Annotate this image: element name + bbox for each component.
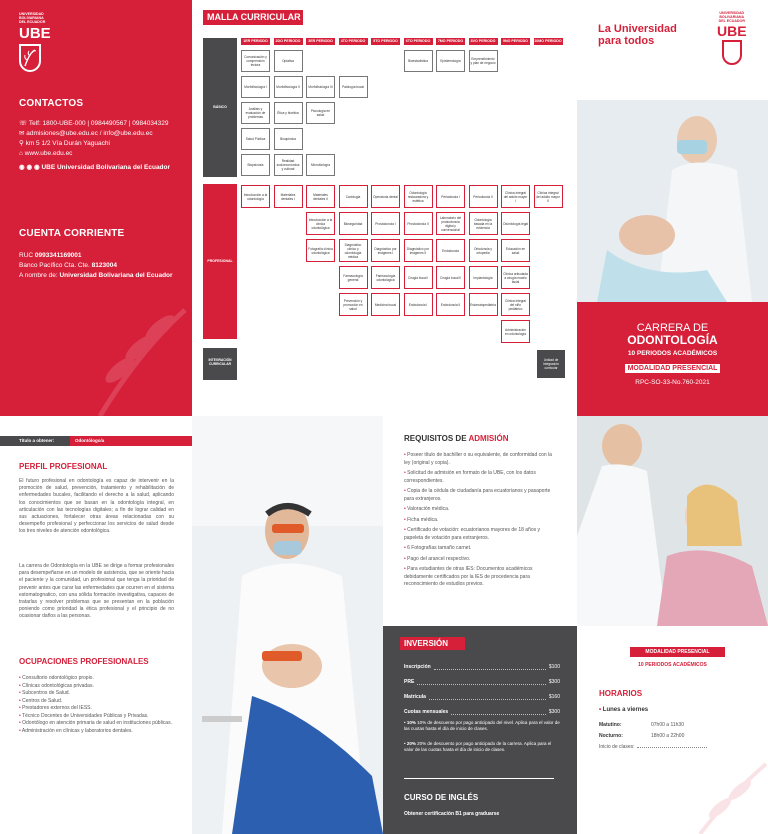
university-name: [19, 12, 51, 24]
schedule-row: [599, 731, 749, 742]
leader-dots: [417, 675, 546, 685]
shield-icon: [722, 40, 742, 65]
requirement-item: • Copia de la cédula de ciudadanía para ecuatorianos y pasaporte para extranjeros.: [404, 488, 551, 502]
subject-cell: Bioseguridad: [339, 212, 368, 235]
leaf-watermark: [690, 760, 768, 834]
schedule-days-text: Lunes a viernes: [602, 707, 649, 713]
investment-label: Cuotas mensuales: [404, 709, 449, 715]
contact-panel: [0, 0, 192, 416]
integration-unit-cell: Unidad de integración curricular: [537, 350, 565, 378]
subject-cell: Implantología: [469, 266, 498, 289]
contacts-title: CONTACTOS: [19, 98, 84, 109]
bank-account-value: 8123004: [91, 262, 117, 269]
period-header: 6TO PERIODO: [404, 38, 433, 45]
period-header: 2DO PERIODO: [274, 38, 303, 45]
requirements-list: [404, 452, 559, 592]
period-header: 3ER PERIODO: [306, 38, 335, 45]
contact-email[interactable]: admisiones@ube.edu.ec / info@ube.edu.ec: [26, 130, 153, 137]
profile-title: PERFIL PROFESIONAL: [19, 462, 108, 471]
subject-cell: Morfofisiología I: [241, 76, 270, 98]
occupations-list: [19, 675, 177, 735]
procedure-illustration: [192, 416, 383, 834]
child-illustration: [577, 416, 768, 626]
subject-cell: Ortodoncia y ortopedia: [469, 239, 498, 262]
slogan: [598, 23, 677, 47]
english-course-text: Obtener certificación B1 para graduarse: [404, 811, 500, 817]
schedule-value: 07h00 a 11h30: [651, 722, 684, 728]
requirement-item: • Pago del arancel respectivo.: [404, 555, 471, 562]
degree-value: Odontólogo/a: [70, 436, 192, 446]
schedule-label: Nocturno:: [599, 733, 623, 739]
holder-value: Universidad Bolivariana del Ecuador: [59, 272, 173, 279]
subject-cell: Estomatopediatría: [469, 293, 498, 316]
occupations-title: OCUPACIONES PROFESIONALES: [19, 657, 149, 666]
subject-cell: Clínica integral del adulto mayor II: [534, 185, 563, 208]
subject-cell: Morfofisiología III: [306, 76, 335, 98]
schedule-row: [599, 720, 749, 731]
investment-label: Matrícula: [404, 694, 426, 700]
account-title: CUENTA CORRIENTE: [19, 228, 125, 239]
social-icons[interactable]: ◉ ◉ ◉: [19, 164, 42, 171]
subject-cell: Introducción a la clínica odontológica: [306, 212, 335, 235]
dentist-photo: [577, 100, 768, 302]
subject-cell: Odontología legal: [501, 212, 530, 235]
logo-line: DEL ECUADOR: [19, 20, 46, 24]
investment-row: [404, 675, 560, 690]
subject-cell: Materiales dentales II: [306, 185, 335, 208]
subject-cell: Bioquímica: [274, 128, 303, 150]
subject-cell: Clínica integral del adulto mayor I: [501, 185, 530, 208]
logo-line: UNIVERSIDAD: [719, 11, 745, 15]
university-name: [717, 11, 747, 23]
location-icon: ⚲: [19, 140, 26, 147]
subject-cell: Odontología restauradora y estética: [404, 185, 433, 208]
subject-cell: Diagnóstico por imágenes I: [371, 239, 400, 262]
requirements-title-a: REQUISITOS DE: [404, 434, 469, 443]
occupation-item: • Consultorio odontológico propio.: [19, 675, 94, 681]
schedule-label: Matutino:: [599, 722, 622, 728]
subject-cell: Comunicación y comprensión lectora: [241, 50, 270, 72]
investment-table: [404, 660, 560, 720]
subject-cell: Psicología en salud: [306, 102, 335, 124]
period-header: 7MO PERIODO: [437, 39, 464, 43]
subject-cell: Operatoria dental: [371, 185, 400, 208]
logo-line: BOLIVARIANA: [719, 15, 745, 19]
subject-cell: Endodoncia II: [436, 293, 465, 316]
shield-icon: [19, 44, 41, 72]
requirements-title-b: ADMISIÓN: [468, 434, 509, 443]
discount-note-1: 10% de descuento por pago anticipado del nivel. Aplica para el valor de las cuotas hasta el día de inicio de clases.: [404, 720, 560, 731]
account-details: [19, 251, 173, 281]
subject-cell: Patología bucal: [339, 76, 368, 98]
ube-logo: [19, 12, 51, 72]
investment-value: $160: [548, 694, 560, 700]
ruc-label: RUC: [19, 252, 35, 259]
discount-note: • 10% 10% de descuento por pago anticipado del nivel. Aplica para el valor de las cuotas hasta el día de inicio de clases.: [404, 720, 560, 731]
unit-prof-label: PROFESIONAL: [207, 259, 233, 263]
subject-cell: Farmacología odontológica: [371, 266, 400, 289]
child-dental-photo: [577, 416, 768, 626]
dentist-illustration: [577, 100, 768, 302]
subject-cell: Epistemología: [436, 50, 465, 72]
subject-cell: Realidad socioeconómica y cultural: [274, 154, 303, 176]
period-header: 1ER PERIODO: [241, 38, 270, 45]
occupation-item: • Centros de Salud.: [19, 697, 63, 704]
leader-dots: [429, 690, 546, 700]
subject-cell: Análisis y evaluación de problemas: [241, 102, 270, 124]
schedule-periods: 10 PERIODOS ACADÉMICOS: [638, 662, 707, 668]
schedule-value: 18h00 a 22h00: [651, 733, 685, 739]
investment-value: $300: [548, 709, 560, 715]
subject-cell: Clínica integral del niño pediátrico: [501, 293, 530, 316]
dentist-procedure-photo: [192, 416, 383, 834]
social-handle: UBE Universidad Bolivariana del Ecuador: [41, 164, 171, 171]
subject-cell: Materiales dentales I: [274, 185, 303, 208]
divider: [404, 778, 554, 779]
subject-cell: Salud Pública: [241, 128, 270, 150]
subject-cell: Microbiología: [306, 154, 335, 176]
subject-cell: Medicina bucal: [371, 293, 400, 316]
period-header: 10MO PERIODO: [534, 39, 562, 43]
slogan-line: para todos: [598, 35, 655, 47]
investment-title: INVERSIÓN: [400, 637, 465, 650]
slogan-line: La Universidad: [598, 23, 677, 35]
requirement-item: • Valoración médica.: [404, 506, 450, 512]
subject-cell: Emprendimiento y plan de negocio: [469, 50, 498, 72]
occupation-item: • Prestadores externos del IESS.: [19, 705, 92, 711]
subject-cell: Laboratorio del prostodoncia digital y convencional: [436, 212, 465, 235]
logo-line: UNIVERSIDAD: [19, 12, 44, 16]
investment-value: $300: [548, 679, 560, 685]
subject-cell: Diagnóstico clínico y odontología médica: [339, 239, 368, 262]
subject-cell: Periodoncia II: [469, 185, 498, 208]
curriculum-grid: [203, 38, 567, 380]
subject-cell: Endodoncia I: [404, 293, 433, 316]
subject-cell: Ética y bioética: [274, 102, 303, 124]
logo-line: BOLIVARIANA: [19, 16, 44, 20]
investment-label: PRE: [404, 679, 415, 685]
requirement-item: • Certificado de votación: ecuatorianos mayores de 18 años y papeleta de votación para extranjeros.: [404, 527, 540, 541]
investment-value: $100: [548, 664, 560, 670]
discount-note-2: 20% de descuento por pago anticipado de la carrera. Aplica para el valor de las cuotas hasta el día de inicio de clases.: [404, 741, 552, 752]
requirements-title: [404, 434, 508, 443]
subject-cell: Educación en salud: [501, 239, 530, 262]
period-header: 8VO PERIODO: [469, 38, 498, 45]
web-icon: ⌂: [19, 150, 25, 157]
subject-cell: Periodoncia I: [436, 185, 465, 208]
unit-basic-label: BÁSICO: [213, 105, 227, 109]
leader-dots: [451, 705, 546, 715]
profile-paragraph: La carrera de Odontología en la UBE se dirige a formar profesionales para desempeñarse en un modelo de asistencia, que se oriente hacia el paciente y la comunidad, un profesional que tenga la prioridad de prevenir antes que curar las enfermedades que ocurren en el sistema estomatognatico, con una sólida formación investigativa, capaces de tratarlas y resolver problemas que se presentan en la población poniendo como prioridad la ética profesional y el principio de no ocasionar daños a las personas.: [19, 563, 174, 620]
investment-label: Inscripción: [404, 664, 431, 670]
period-header: 9NO PERIODO: [501, 38, 530, 45]
career-name: ODONTOLOGÍA: [627, 333, 718, 347]
schedule-rows: [599, 720, 749, 742]
start-label: Inicio de clases:: [599, 744, 635, 750]
career-periods: 10 PERIODOS ACADÉMICOS: [627, 350, 718, 357]
subject-cell: Prostodoncia I: [371, 212, 400, 235]
subject-cell: Farmacología general: [339, 266, 368, 289]
phone-icon: ☏: [19, 120, 29, 127]
leaf-watermark: [80, 300, 190, 416]
career-modality-badge: MODALIDAD PRESENCIAL: [625, 364, 721, 373]
requirement-item: • Solicitud de admisión en formato de la UBE, con los datos correspondientes.: [404, 470, 536, 484]
unit-integ-label: INTEGRACIÓN CURRICULAR: [208, 358, 232, 366]
ube-logo-cover: [717, 11, 747, 65]
logo-acronym: UBE: [717, 23, 747, 39]
subject-cell: Diagnóstico por imágenes II: [404, 239, 433, 262]
contacts-list: [19, 119, 170, 173]
subject-cell: Optativa: [274, 50, 303, 72]
period-header: 5TO PERIODO: [371, 38, 400, 45]
requirement-item: • Para estudiantes de otras IES: Documentos académicos debidamente certificados por la IES de procedencia para reconocimiento de estudios previos.: [404, 566, 533, 587]
bank-label: Banco Pacífico Cta. Cte.: [19, 262, 92, 269]
contact-address: km 5 1/2 Vía Durán Yaguachi: [25, 140, 110, 147]
occupation-item: • Técnico Docentes de Universidades Públicas y Privadas.: [19, 712, 149, 719]
occupation-item: • Subcentros de Salud.: [19, 690, 70, 696]
holder-label: A nombre de:: [19, 272, 60, 279]
career-label: CARRERA DE: [636, 322, 709, 334]
career-rpc: RPC-SO-33-No.760-2021: [635, 379, 710, 386]
occupation-item: • Odontólogo en atención primaria de salud en instituciones públicas.: [19, 720, 172, 726]
subject-cell: Administración en odontología: [501, 320, 530, 343]
subject-cell: Clínica articulada a cirugía maxilo facial: [501, 266, 530, 289]
schedule-title: HORARIOS: [599, 689, 643, 698]
english-course-title: CURSO DE INGLÉS: [404, 793, 479, 802]
schedule-days: • Lunes a viernes: [599, 707, 649, 713]
period-header: 4TO PERIODO: [339, 38, 368, 45]
logo-acronym: UBE: [19, 25, 51, 42]
subject-cell: Fotografía clínica odontológica: [306, 239, 335, 262]
subject-cell: Introducción a la odontología: [241, 185, 270, 208]
occupation-item: • Administración en clínicas y laboratorios dentales.: [19, 727, 133, 734]
subject-cell: Prostodoncia II: [404, 212, 433, 235]
profile-paragraph: El futuro profesional en odontología es capaz de intervenir en la promoción de salud, prevención, tratamiento y rehabilitación de enfermedades bucales, facilitando el derecho a la salud, aplicando los conocimientos que se basan en la odontología integral, en articulación con las tecnologías digitales; a fin de lograr calidad en sus actuaciones, fortalecer otras áreas relacionadas con su desempeño profesional y perfeccionar los servicios de salud desde los tres niveles de atención odontológica.: [19, 478, 174, 535]
requirement-item: • Poseer título de bachiller o su equivalente, de conformidad con la ley (original y copia).: [404, 452, 552, 466]
contact-phone: Telf: 1800-UBE-000 | 0984490567 | 0984034329: [28, 120, 169, 127]
start-date: [599, 744, 707, 750]
schedule-modality-badge: MODALIDAD PRESENCIAL: [630, 647, 725, 657]
subject-cell: Morfofisiología II: [274, 76, 303, 98]
requirement-item: • Ficha médica.: [404, 516, 439, 523]
investment-row: [404, 705, 560, 720]
leader-dots: [434, 660, 546, 670]
degree-label: Título a obtener:: [19, 438, 55, 443]
occupation-item: • Clínicas odontológicas privadas.: [19, 682, 94, 689]
discount-note: • 20% 20% de descuento por pago anticipado de la carrera. Aplica para el valor de las cuotas hasta el día de inicio de clases.: [404, 741, 552, 752]
career-titles: [577, 322, 768, 386]
subject-cell: Endodoncia: [436, 239, 465, 262]
subject-cell: Cirugía bucal I: [404, 266, 433, 289]
start-date-blank: [637, 747, 707, 748]
subject-cell: Odontología basada en la evidencia: [469, 212, 498, 235]
subject-cell: Bioestadística: [404, 50, 433, 72]
mail-icon: ✉: [19, 130, 27, 137]
subject-cell: Biopsicosis: [241, 154, 270, 176]
subject-cell: Cirugía bucal II: [436, 266, 465, 289]
contact-website[interactable]: www.ube.edu.ec: [24, 150, 73, 157]
investment-row: [404, 690, 560, 705]
investment-row: [404, 660, 560, 675]
logo-line: DEL ECUADOR: [718, 19, 745, 23]
subject-cell: Cariología: [339, 185, 368, 208]
requirement-item: • 6 Fotografías tamaño carnet.: [404, 545, 472, 551]
subject-cell: Prevención y promoción en salud: [339, 293, 368, 316]
ruc-value: 0993341169001: [34, 252, 82, 259]
malla-title: MALLA CURRICULAR: [203, 10, 303, 25]
